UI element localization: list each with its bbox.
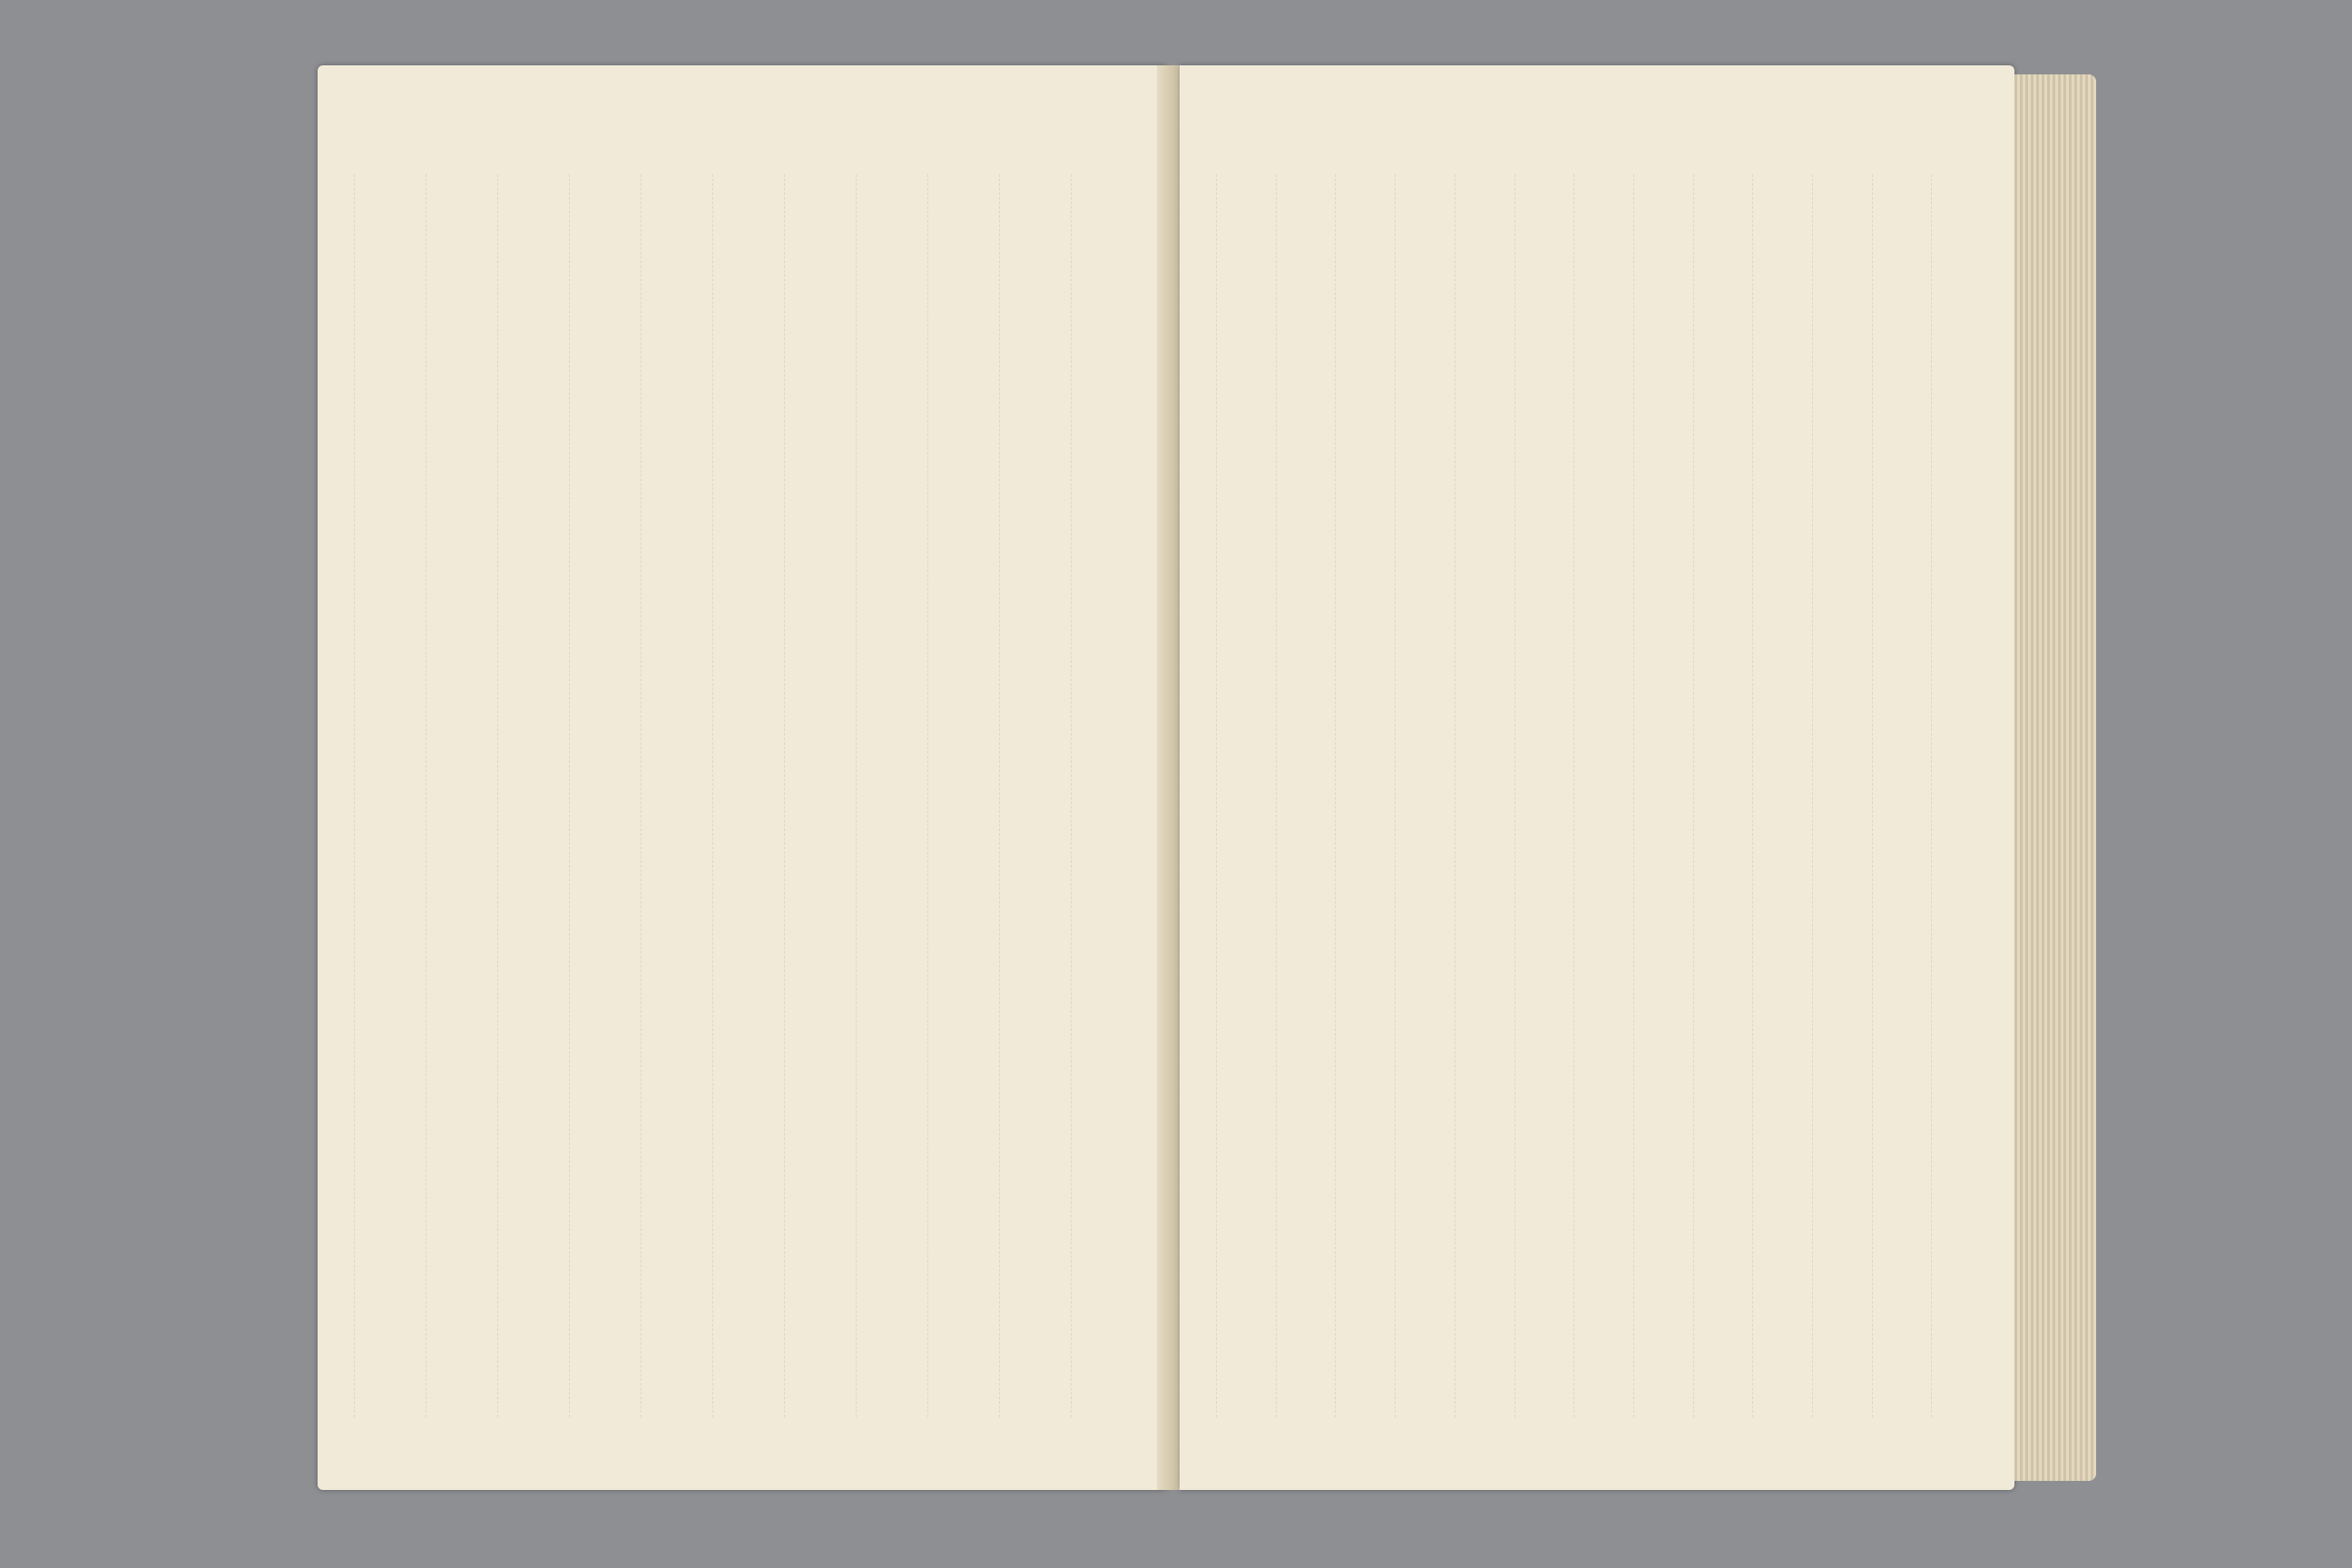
left-text-columns	[354, 174, 1130, 1417]
text-column	[497, 174, 556, 1417]
text-column	[1276, 174, 1323, 1417]
text-column	[784, 174, 843, 1417]
text-column	[426, 174, 485, 1417]
text-column	[1872, 174, 1919, 1417]
open-book	[318, 65, 2114, 1490]
text-column	[1514, 174, 1562, 1417]
page-edges	[2014, 74, 2096, 1481]
text-column	[927, 174, 986, 1417]
text-column	[1071, 174, 1130, 1417]
text-column	[1633, 174, 1681, 1417]
right-page	[1180, 65, 2014, 1490]
text-column	[1752, 174, 1799, 1417]
text-column	[569, 174, 628, 1417]
text-column	[999, 174, 1058, 1417]
left-page	[318, 65, 1166, 1490]
text-column	[354, 174, 413, 1417]
text-column	[1455, 174, 1502, 1417]
text-column	[856, 174, 915, 1417]
text-column	[1931, 174, 1978, 1417]
text-column	[1335, 174, 1382, 1417]
text-column	[1812, 174, 1859, 1417]
text-column	[1216, 174, 1263, 1417]
text-column	[1395, 174, 1442, 1417]
right-text-columns	[1216, 174, 1978, 1417]
text-column	[712, 174, 771, 1417]
text-column	[1573, 174, 1621, 1417]
text-column	[641, 174, 700, 1417]
text-column	[1693, 174, 1740, 1417]
